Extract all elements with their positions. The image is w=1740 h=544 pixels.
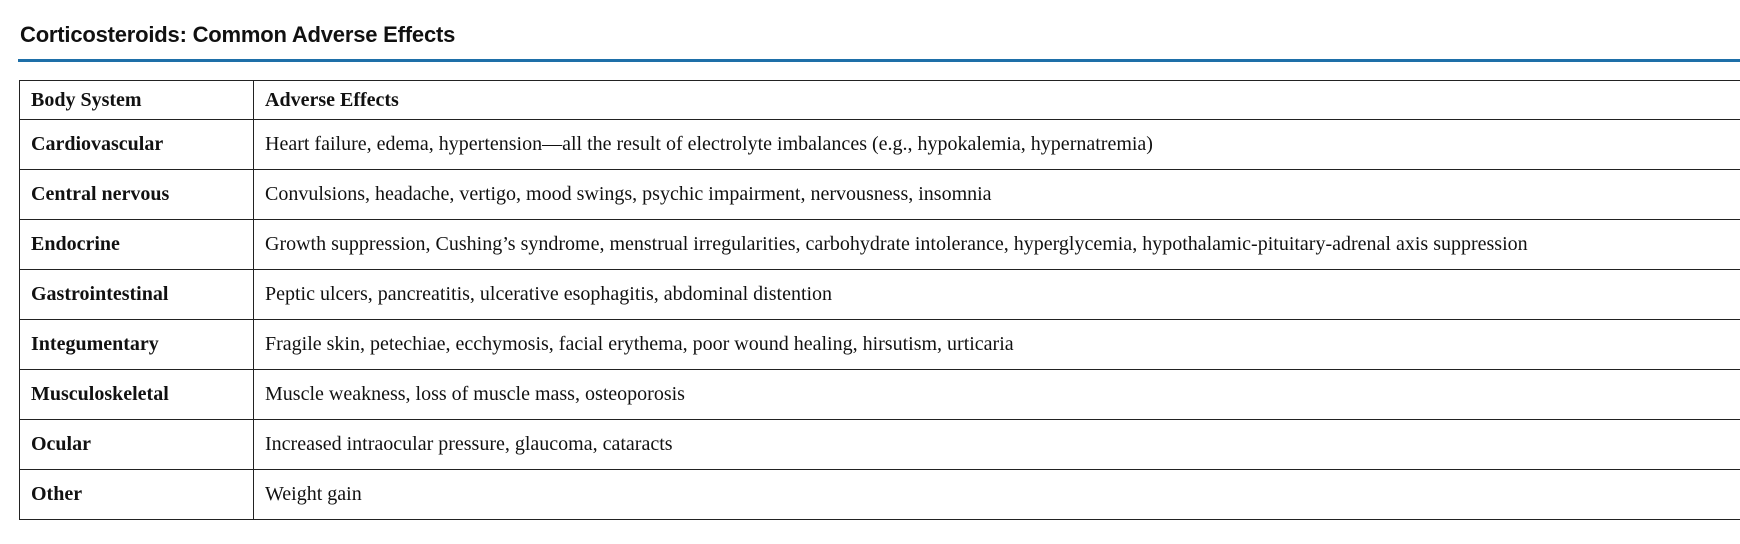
- table-row: [20, 470, 1740, 520]
- body-system-cell: Cardiovascular: [20, 120, 254, 170]
- adverse-effects-table: [19, 80, 1740, 520]
- adverse-effects-cell: Weight gain: [254, 470, 1740, 520]
- table-row: [20, 420, 1740, 470]
- header-row: [20, 81, 1740, 120]
- table-row: [20, 270, 1740, 320]
- body-system-cell: Musculoskeletal: [20, 370, 254, 420]
- adverse-effects-cell: Fragile skin, petechiae, ecchymosis, facial erythema, poor wound healing, hirsutism, urticaria: [254, 320, 1740, 370]
- body-system-cell: Other: [20, 470, 254, 520]
- body-system-cell: Integumentary: [20, 320, 254, 370]
- adverse-effects-cell: Convulsions, headache, vertigo, mood swings, psychic impairment, nervousness, insomnia: [254, 170, 1740, 220]
- table-row: [20, 170, 1740, 220]
- body-system-cell: Gastrointestinal: [20, 270, 254, 320]
- column-header-body-system: Body System: [20, 81, 254, 120]
- title-divider: [18, 59, 1740, 62]
- table-row: [20, 320, 1740, 370]
- adverse-effects-cell: Growth suppression, Cushing’s syndrome, menstrual irregularities, carbohydrate intolerance, hyperglycemia, hypothalamic-pituitary-adrenal axis suppression: [254, 220, 1740, 270]
- adverse-effects-cell: Heart failure, edema, hypertension—all the result of electrolyte imbalances (e.g., hypokalemia, hypernatremia): [254, 120, 1740, 170]
- table-row: [20, 220, 1740, 270]
- adverse-effects-cell: Muscle weakness, loss of muscle mass, osteoporosis: [254, 370, 1740, 420]
- table-title: Corticosteroids: Common Adverse Effects: [20, 22, 456, 47]
- adverse-effects-cell: Increased intraocular pressure, glaucoma, cataracts: [254, 420, 1740, 470]
- table-row: [20, 120, 1740, 170]
- table-row: [20, 370, 1740, 420]
- adverse-effects-cell: Peptic ulcers, pancreatitis, ulcerative esophagitis, abdominal distention: [254, 270, 1740, 320]
- body-system-cell: Ocular: [20, 420, 254, 470]
- body-system-cell: Central nervous: [20, 170, 254, 220]
- body-system-cell: Endocrine: [20, 220, 254, 270]
- column-header-adverse-effects: Adverse Effects: [254, 81, 1740, 120]
